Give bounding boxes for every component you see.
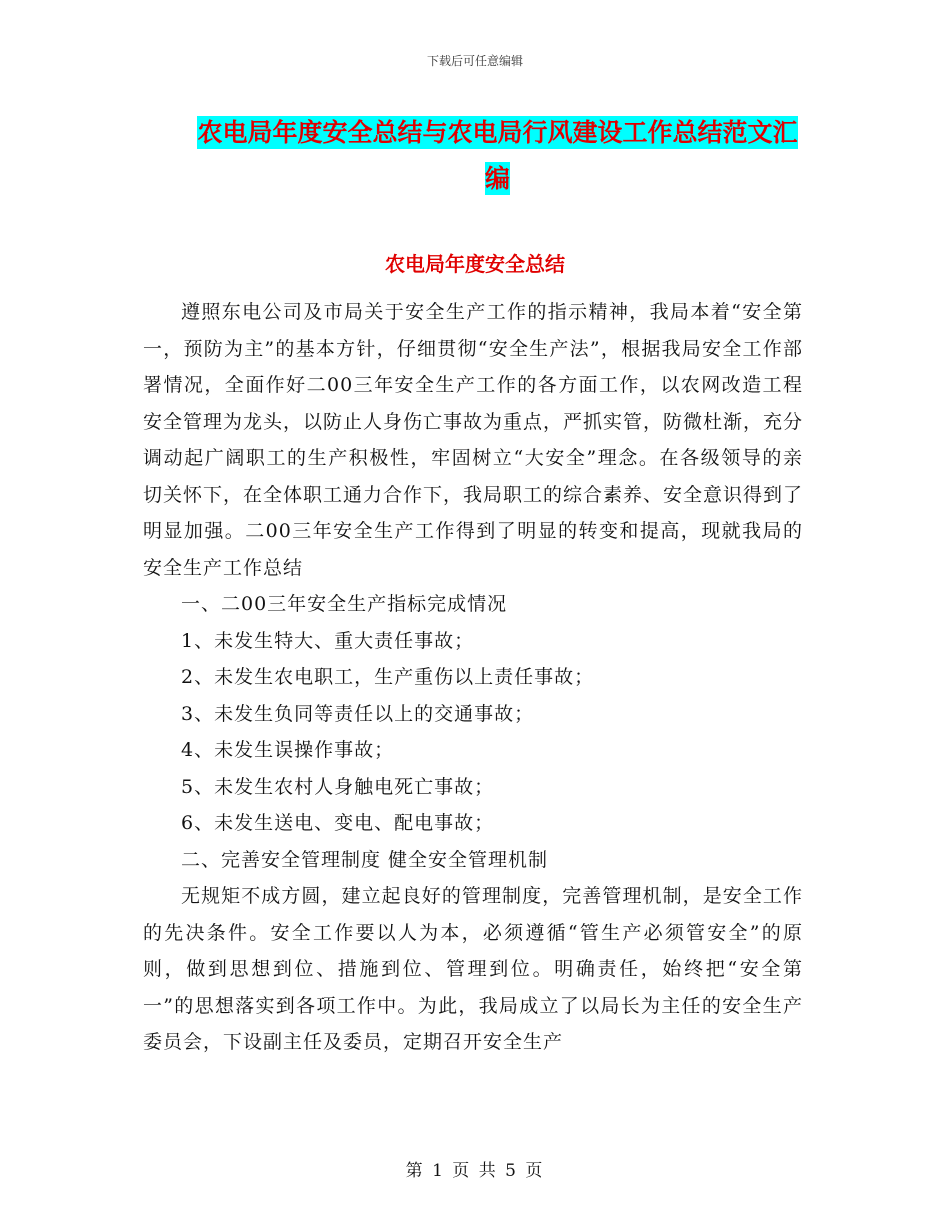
paragraph: 4、未发生误操作事故； xyxy=(181,739,395,761)
document-body xyxy=(143,294,803,1061)
paragraph: 遵照东电公司及市局关于安全生产工作的指示精神，我局本着“安全第一，预防为主”的基本方针，仔细贯彻“安全生产法”，根据我局安全工作部署情况，全面作好二00三年安全生产工作的各方面工作，以农网改造工程安全管理为龙头，以防止人身伤亡事故为重点，严抓实管，防微杜渐，充分调动起广阔职工的生产积极性，牢固树立“大安全”理念。在各级领导的亲切关怀下，在全体职工通力合作下，我局职工的综合素养、安全意识得到了明显加强。二00三年安全生产工作得到了明显的转变和提高，现就我局的安全生产工作总结 xyxy=(143,301,804,579)
paragraph: 1、未发生特大、重大责任事故； xyxy=(181,629,475,652)
paragraph: 二、完善安全管理制度 健全安全管理机制 xyxy=(181,848,549,871)
paragraph: 5、未发生农村人身触电死亡事故； xyxy=(181,775,495,798)
page-footer: 第 1 页 共 5 页 xyxy=(405,1161,545,1181)
paragraph: 一、二00三年安全生产指标完成情况 xyxy=(181,593,508,615)
section-title: 农电局年度安全总结 xyxy=(385,252,565,276)
document-title xyxy=(190,110,805,202)
document-title-text: 农电局年度安全总结与农电局行风建设工作总结范文汇编 xyxy=(197,118,798,193)
paragraph: 3、未发生负同等责任以上的交通事故； xyxy=(181,702,535,725)
paragraph: 无规矩不成方圆，建立起良好的管理制度，完善管理机制，是安全工作的先决条件。安全工作要以人为本，必须遵循“管生产必须管安全”的原则，做到思想到位、措施到位、管理到位。明确责任，始终把“安全第一”的思想落实到各项工作中。为此，我局成立了以局长为主任的安全生产委员会，下设副主任及委员，定期召开安全生产 xyxy=(143,885,803,1053)
page-header-note: 下载后可任意编辑 xyxy=(426,54,523,68)
paragraph: 6、未发生送电、变电、配电事故； xyxy=(181,812,495,834)
paragraph: 2、未发生农电职工，生产重伤以上责任事故； xyxy=(181,666,595,688)
